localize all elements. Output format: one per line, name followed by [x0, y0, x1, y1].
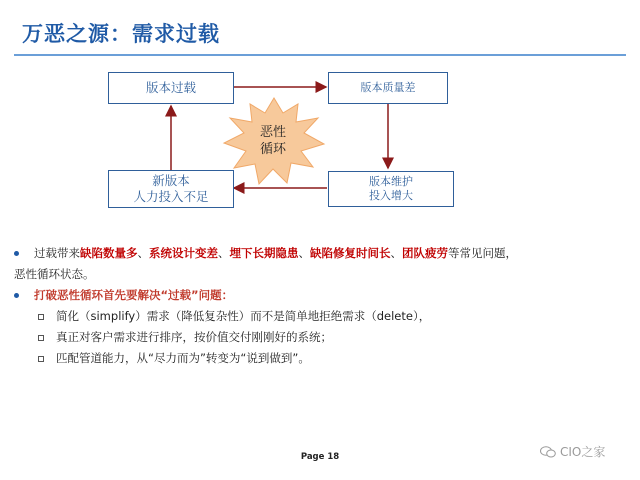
burst-line2: 循环	[259, 142, 286, 157]
box-maintenance-line1: 版本维护	[369, 175, 413, 188]
box-version-overload-label: 版本过载	[145, 80, 196, 95]
bullet-item	[14, 243, 626, 264]
separator: 、	[218, 246, 230, 260]
square-bullet-icon	[38, 335, 44, 341]
bullet-dot-icon	[14, 293, 19, 298]
sub-bullet3-text: 匹配管道能力，从“尽力而为”转变为“说到做到”。	[56, 351, 310, 365]
watermark-text: CIO之家	[560, 445, 606, 459]
box-new-line1: 新版本	[152, 173, 190, 188]
bullet1-prefix: 过载带来	[34, 246, 80, 260]
sub-bullet-item	[14, 306, 626, 327]
bullet-list	[14, 243, 626, 369]
page-title: 万恶之源：需求过载	[22, 22, 220, 46]
separator: 、	[137, 246, 149, 260]
box-version-quality	[328, 72, 448, 104]
wechat-icon	[540, 446, 556, 458]
box-version-quality-label: 版本质量差	[360, 81, 416, 94]
box-new-version	[108, 170, 234, 208]
watermark	[540, 443, 605, 460]
highlight-fix-time: 缺陷修复时间长	[310, 246, 391, 260]
square-bullet-icon	[38, 314, 44, 320]
sub-bullet-item	[14, 348, 626, 369]
sub-bullet2-text: 真正对客户需求进行排序，按价值交付刚刚好的系统；	[56, 330, 332, 344]
bullet-continuation	[14, 264, 626, 285]
highlight-hazards: 埋下长期隐患	[229, 246, 299, 260]
box-new-line2: 人力投入不足	[133, 189, 209, 204]
vicious-cycle-diagram	[0, 0, 640, 230]
burst-line1: 恶性	[259, 125, 286, 140]
box-maintenance-line2: 投入增大	[369, 189, 413, 202]
page-number: Page 18	[300, 452, 340, 462]
highlight-design: 系统设计变差	[149, 246, 218, 260]
highlight-defects: 缺陷数量多	[80, 246, 138, 260]
bullet2-text: 打破恶性循环首先要解决“过载”问题：	[34, 288, 234, 302]
separator: 、	[298, 246, 310, 260]
burst-label	[250, 124, 296, 158]
sub-bullet1-text: 简化（simplify）需求（降低复杂性）而不是简单地拒绝需求（delete），	[56, 309, 431, 323]
box-version-overload	[108, 72, 234, 104]
highlight-fatigue: 团队疲劳	[402, 246, 448, 260]
bullet-dot-icon	[14, 251, 19, 256]
sub-bullet-item	[14, 327, 626, 348]
bullet-item	[14, 285, 626, 306]
box-version-maintenance	[328, 171, 454, 207]
square-bullet-icon	[38, 356, 44, 362]
separator: 、	[390, 246, 402, 260]
bullet1-suffix: 等常见问题，	[448, 246, 517, 260]
bullet1-continuation: 恶性循环状态。	[14, 267, 95, 281]
